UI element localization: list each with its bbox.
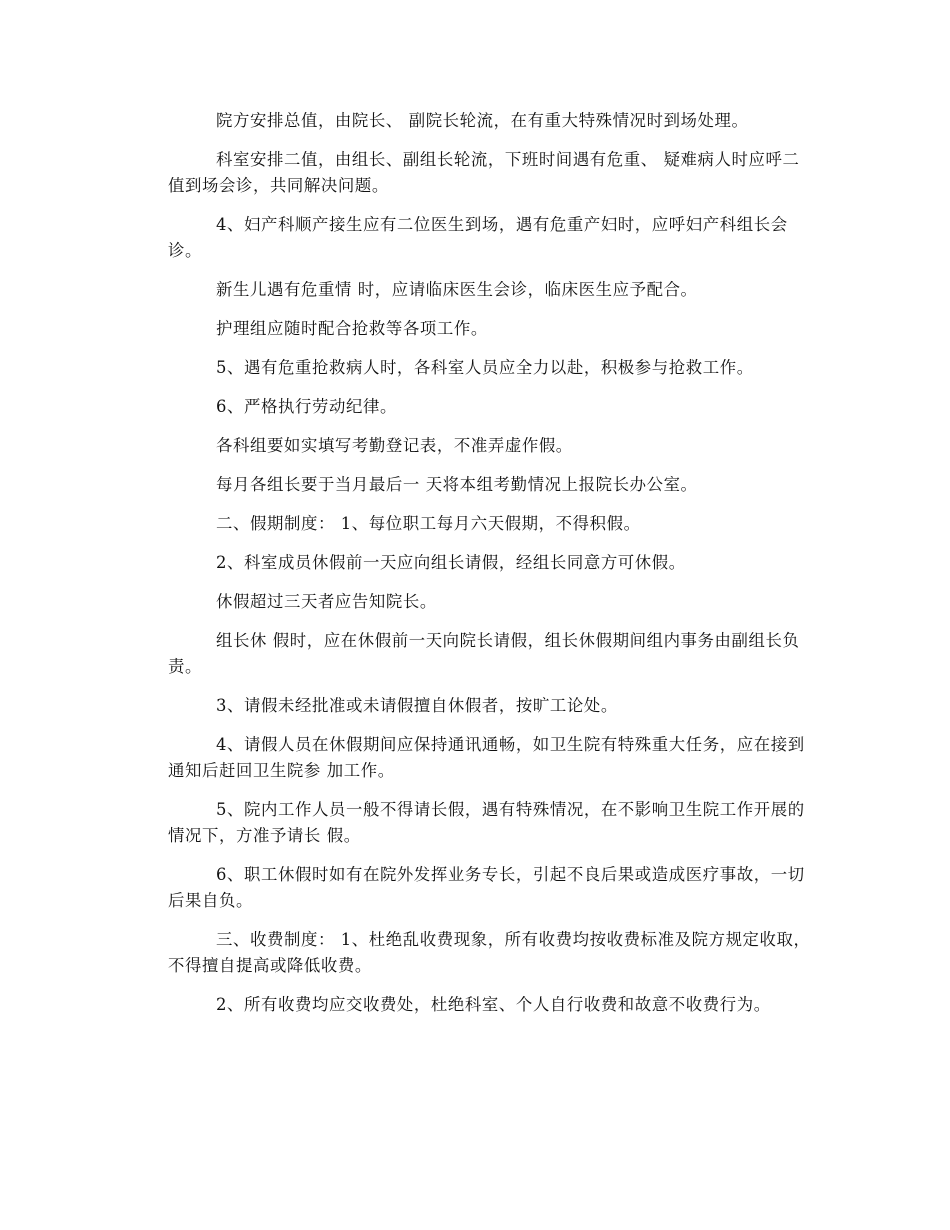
- paragraph-19: 2、所有收费均应交收费处，杜绝科室、个人自行收费和故意不收费行为。: [216, 995, 771, 1014]
- document-body: [168, 108, 816, 1031]
- paragraph-18: 三、收费制度： 1、杜绝乱收费现象，所有收费均按收费标准及院方规定收取，不得擅自提高或降低收费。: [168, 930, 811, 975]
- paragraph-10: 二、假期制度： 1、每位职工每月六天假期，不得积假。: [216, 514, 641, 533]
- paragraph-15: 4、请假人员在休假期间应保持通讯通畅，如卫生院有特殊重大任务，应在接到通知后赶回卫生院参 加工作。: [168, 735, 805, 780]
- paragraph-3: 4、妇产科顺产接生应有二位医生到场，遇有危重产妇时，应呼妇产科组长会诊。: [168, 215, 788, 260]
- paragraph-14: 3、请假未经批准或未请假擅自休假者，按旷工论处。: [216, 696, 618, 715]
- paragraph-9: 每月各组长要于当月最后一 天将本组考勤情况上报院长办公室。: [216, 475, 698, 494]
- paragraph-6: 5、遇有危重抢救病人时，各科室人员应全力以赴，积极参与抢救工作。: [216, 358, 754, 377]
- paragraph-5: 护理组应随时配合抢救等各项工作。: [216, 319, 488, 338]
- paragraph-8: 各科组要如实填写考勤登记表，不准弄虚作假。: [216, 436, 573, 455]
- paragraph-17: 6、职工休假时如有在院外发挥业务专长，引起不良后果或造成医疗事故，一切后果自负。: [168, 865, 805, 910]
- paragraph-1: 院方安排总值，由院长、 副院长轮流，在有重大特殊情况时到场处理。: [216, 111, 749, 130]
- paragraph-12: 休假超过三天者应告知院长。: [216, 592, 437, 611]
- paragraph-16: 5、院内工作人员一般不得请长假，遇有特殊情况，在不影响卫生院工作开展的情况下，方准予请长 假。: [168, 800, 805, 845]
- paragraph-7: 6、严格执行劳动纪律。: [216, 397, 397, 416]
- paragraph-2: 科室安排二值，由组长、副组长轮流，下班时间遇有危重、 疑难病人时应呼二值到场会诊，共同解决问题。: [168, 150, 800, 195]
- paragraph-11: 2、科室成员休假前一天应向组长请假，经组长同意方可休假。: [216, 553, 686, 572]
- paragraph-13: 组长休 假时，应在休假前一天向院长请假，组长休假期间组内事务由副组长负责。: [168, 631, 800, 676]
- paragraph-4: 新生儿遇有危重情 时，应请临床医生会诊，临床医生应予配合。: [216, 280, 698, 299]
